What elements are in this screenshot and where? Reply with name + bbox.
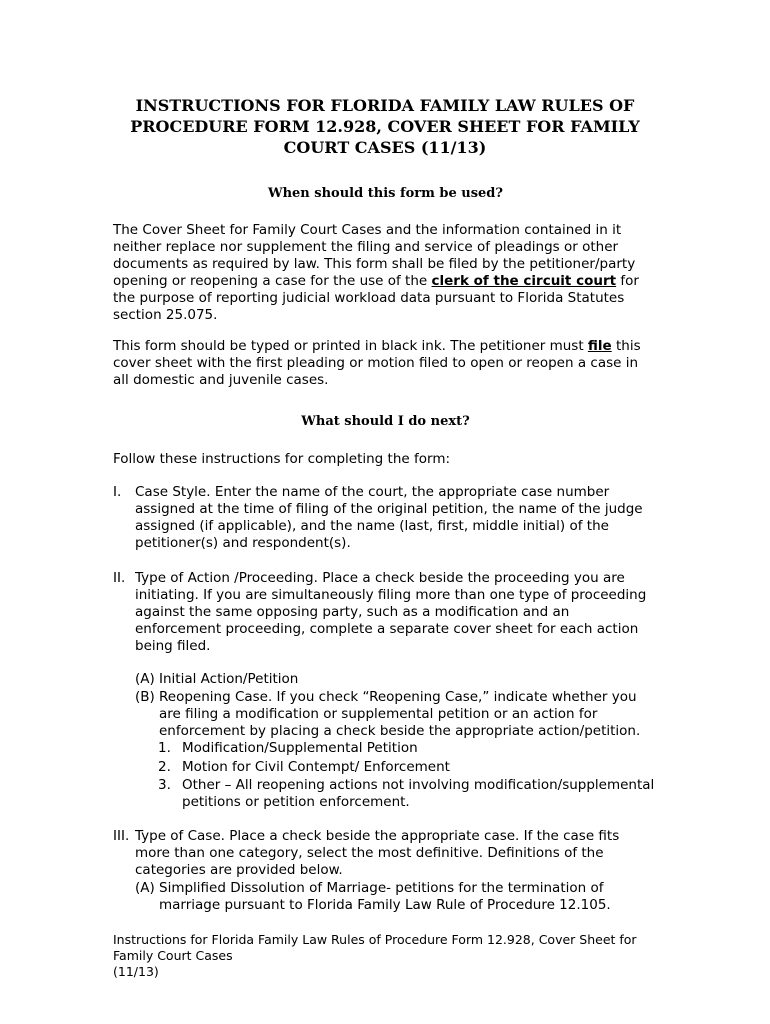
sub-item-text: Initial Action/Petition [159, 671, 299, 687]
item-text: Type of Case. Place a check beside the appropriate case. If the case fits more than one category, select the most definitive. Definitions of the categories are provided below. [135, 828, 620, 878]
list-item-text: Other – All reopening actions not involving modification/supplemental petitions or petition enforcement. [182, 777, 655, 810]
instruction-item-case-style [113, 484, 658, 552]
paragraph-filing-text-2: this cover sheet with the first pleading or motion filed to open or reopen a case in all domestic and juvenile cases. [113, 338, 641, 388]
sub-item-label: (A) [135, 671, 155, 687]
paragraph-purpose [113, 222, 658, 324]
list-item-label: 2. [158, 759, 171, 775]
sub-item-text: Simplified Dissolution of Marriage- petitions for the termination of marriage pursuant to Florida Family Law Rule of Procedure 12.105. [159, 880, 611, 913]
footer-line-1: Instructions for Florida Family Law Rules of Procedure Form 12.928, Cover Sheet for Family Court Cases [113, 932, 637, 963]
sub-item-initial-action [135, 671, 658, 688]
paragraph-filing-text-1: This form should be typed or printed in black ink. The petitioner must [113, 338, 588, 354]
list-item-modification [158, 740, 658, 757]
instruction-item-type-of-action [113, 570, 658, 655]
item-number: II. [113, 570, 126, 586]
item-number: III. [113, 828, 130, 844]
clerk-of-circuit-court-link[interactable]: clerk of the circuit court [431, 273, 617, 289]
file-link[interactable]: file [587, 338, 612, 354]
list-item-label: 3. [158, 777, 171, 793]
item-number: I. [113, 484, 122, 500]
instructions-intro: Follow these instructions for completing the form: [113, 451, 451, 467]
heading-when-used: When should this form be used? [267, 186, 503, 201]
footer-line-2: (11/13) [113, 964, 159, 979]
list-item-label: 1. [158, 740, 171, 756]
page-footer [113, 932, 658, 980]
list-item-text: Modification/Supplemental Petition [182, 740, 418, 756]
list-item-civil-contempt [158, 759, 658, 776]
paragraph-purpose-text-1: The Cover Sheet for Family Court Cases and the information contained in it neither replace nor supplement the filing and service of pleadings or other documents as required by law. This form shall be filed by the petitioner/party opening or reopening a case for the use of the [113, 222, 636, 289]
instruction-item-type-of-case [113, 828, 658, 879]
paragraph-purpose-text-2: for the purpose of reporting judicial workload data pursuant to Florida Statutes section 25.075. [113, 273, 639, 323]
item-text: Type of Action /Proceeding. Place a check beside the proceeding you are initiating. If you are simultaneously filing more than one type of proceeding against the same opposing party, such as a modification and an enforcement proceeding, complete a separate cover sheet for each action being filed. [135, 570, 647, 654]
list-item-other [158, 777, 658, 811]
sub-item-text: Reopening Case. If you check “Reopening Case,” indicate whether you are filing a modification or supplemental petition or an action for enforcement by placing a check beside the appropriate action/petition. [159, 689, 641, 739]
sub-item-simplified-dissolution [135, 880, 658, 914]
sub-item-reopening-case [135, 689, 658, 740]
document-title: INSTRUCTIONS FOR FLORIDA FAMILY LAW RULES OF PROCEDURE FORM 12.928, COVER SHEET FOR FAMILY COURT CASES (11/13) [130, 96, 640, 157]
paragraph-filing [113, 338, 658, 389]
heading-what-next: What should I do next? [301, 414, 470, 429]
sub-item-label: (A) [135, 880, 155, 896]
sub-item-label: (B) [135, 689, 155, 705]
list-item-text: Motion for Civil Contempt/ Enforcement [182, 759, 450, 775]
item-text: Case Style. Enter the name of the court, the appropriate case number assigned at the time of filing of the original petition, the name of the judge assigned (if applicable), and the name (last, first, middle initial) of the petitioner(s) and respondent(s). [135, 484, 643, 551]
